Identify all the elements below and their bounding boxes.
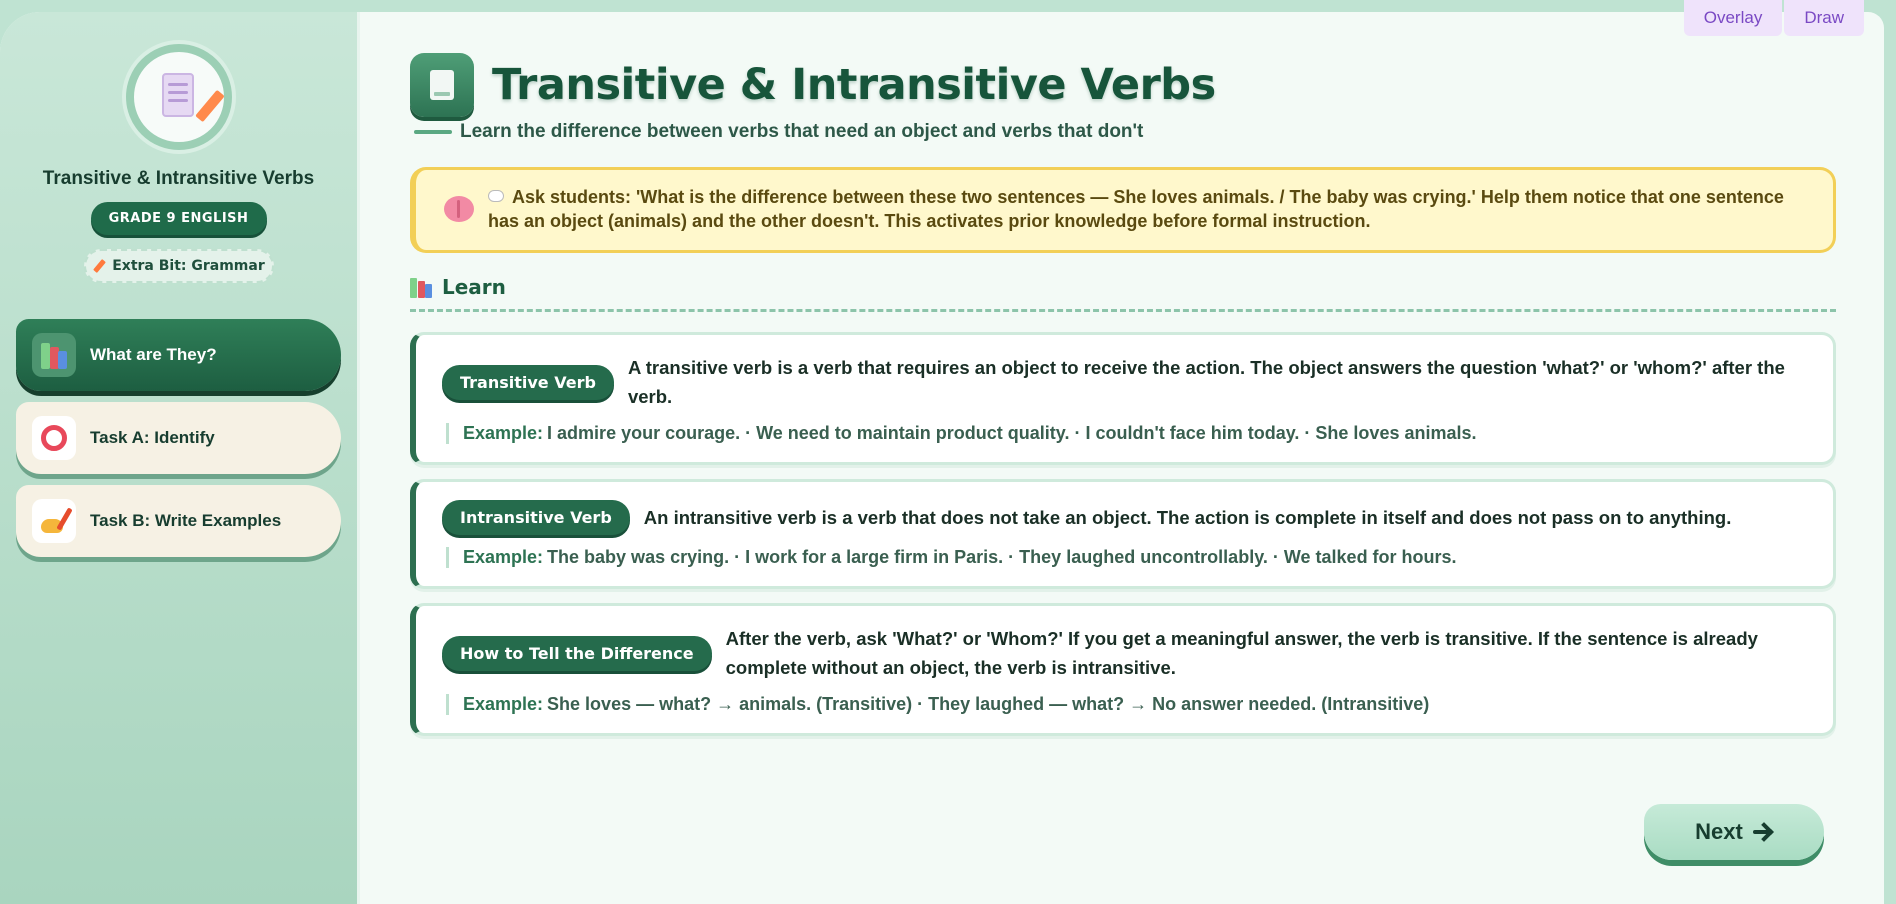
term-definition: A transitive verb is a verb that requires an object to receive the action. The object answers the question 'what?' or 'whom?' after the verb. [627, 357, 1785, 407]
example-label: Example: [463, 423, 544, 443]
draw-button[interactable]: Draw [1784, 0, 1864, 36]
books-icon [410, 276, 434, 298]
term-badge: Intransitive Verb [442, 500, 630, 535]
top-toolbar [1684, 0, 1864, 36]
sidebar-title: Transitive & Intransitive Verbs [42, 168, 315, 189]
learn-section-header [410, 275, 1836, 312]
brain-icon [444, 196, 474, 222]
page-title: Transitive & Intransitive Verbs [492, 60, 1216, 110]
subtitle-dash [414, 130, 452, 134]
next-button-label: Next [1695, 819, 1743, 844]
writing-hand-icon [32, 499, 76, 543]
concept-card-transitive [410, 332, 1836, 465]
example-text: The baby was crying. · I work for a large firm in Paris. · They laughed uncontrollably. · We talked for hours. [547, 547, 1457, 567]
term-badge: How to Tell the Difference [442, 636, 712, 671]
concept-card-intransitive [410, 479, 1836, 589]
arrow-right-icon [1753, 823, 1773, 841]
speech-bubble-icon [488, 190, 504, 202]
grade-badge: GRADE 9 ENGLISH [91, 202, 267, 235]
memo-icon [158, 73, 200, 121]
sidebar-item-label: Task A: Identify [90, 428, 215, 447]
concept-card-difference [410, 603, 1836, 736]
example-text: She loves — what? → animals. (Transitive) · They laughed — what? → No answer needed. (Intransitive) [547, 694, 1430, 714]
overlay-button[interactable]: Overlay [1684, 0, 1783, 36]
sidebar-item-label: What are They? [90, 345, 217, 364]
lesson-logo [126, 44, 232, 150]
teacher-note [410, 167, 1836, 253]
example-label: Example: [463, 547, 544, 567]
pencil-icon [92, 259, 106, 273]
term-example [446, 423, 1807, 444]
sidebar-item-task-b[interactable] [16, 485, 341, 557]
main-content [360, 12, 1884, 904]
subtitle-row [414, 121, 1836, 143]
concept-cards [410, 332, 1836, 736]
extra-bit-badge [84, 249, 274, 283]
term-example [446, 547, 1807, 568]
sidebar [0, 12, 360, 904]
example-text: I admire your courage. · We need to maintain product quality. · I couldn't face him today. · She loves animals. [547, 423, 1477, 443]
teacher-note-text [488, 185, 1813, 233]
term-example [446, 694, 1807, 715]
sidebar-nav [0, 319, 357, 557]
next-button[interactable] [1644, 804, 1824, 860]
red-ring-icon [32, 416, 76, 460]
app-window [0, 12, 1884, 904]
sidebar-item-task-a[interactable] [16, 402, 341, 474]
term-definition: An intransitive verb is a verb that does not take an object. The action is complete in itself and does not pass on to anything. [643, 507, 1732, 528]
extra-bit-label: Extra Bit: Grammar [112, 258, 265, 274]
teacher-note-body: Ask students: 'What is the difference between these two sentences — She loves animals. / The baby was crying.' Help them notice that one sentence has an object (animals) and the other doesn't. This activates prior knowledge before formal instruction. [488, 187, 1784, 231]
book-icon [410, 53, 474, 117]
example-label: Example: [463, 694, 544, 714]
books-icon [32, 333, 76, 377]
sidebar-item-what-are-they[interactable] [16, 319, 341, 391]
term-definition: After the verb, ask 'What?' or 'Whom?' If you get a meaningful answer, the verb is transitive. If the sentence is already complete without an object, the verb is intransitive. [725, 628, 1758, 678]
term-badge: Transitive Verb [442, 365, 614, 400]
sidebar-item-label: Task B: Write Examples [90, 511, 282, 530]
section-title: Learn [442, 275, 506, 299]
page-subtitle: Learn the difference between verbs that need an object and verbs that don't [460, 121, 1144, 142]
page-header [410, 53, 1836, 117]
